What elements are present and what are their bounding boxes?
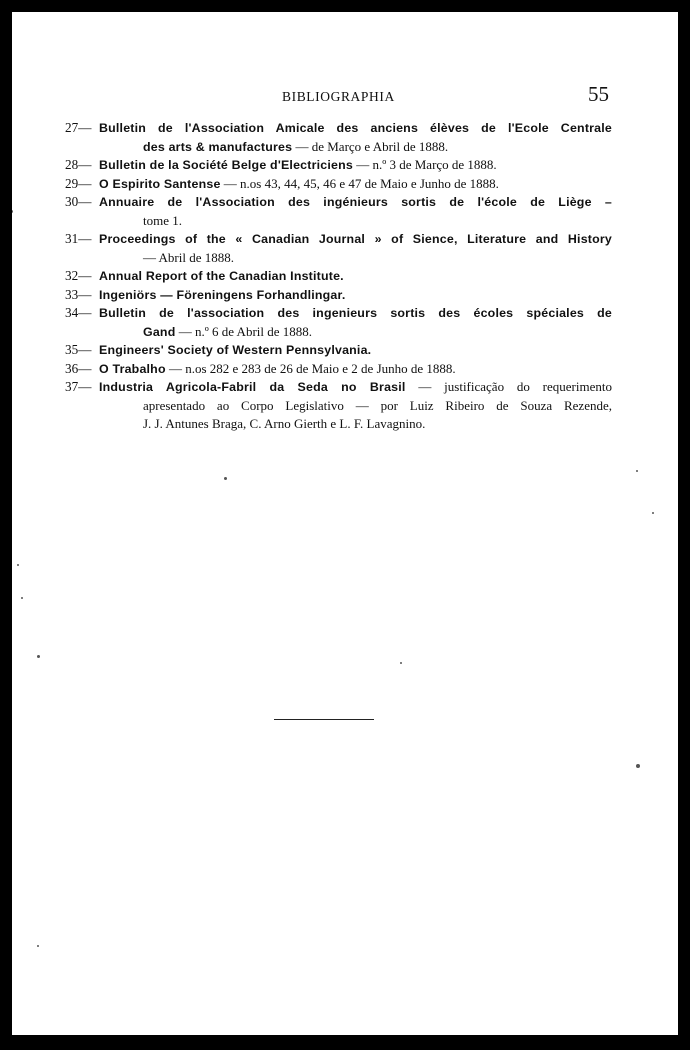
- bibliography-entry: [65, 119, 612, 156]
- entry-number: 36—: [65, 360, 92, 376]
- entry-line: [99, 360, 612, 379]
- entry-line: [99, 304, 612, 323]
- entry-line: [99, 175, 612, 194]
- bibliography-entry: [65, 286, 612, 305]
- entry-title: Bulletin de la Société Belge d'Electriciens: [99, 158, 353, 172]
- entry-line: [99, 341, 612, 360]
- entry-line: [99, 230, 612, 249]
- entry-continuation-line: [99, 415, 612, 434]
- entry-line: [99, 267, 612, 286]
- ink-speck: [224, 477, 227, 480]
- closing-rule: [274, 719, 374, 720]
- entry-title: Annuaire de l'Association des ingénieurs sortis de l'école de Liège –: [99, 195, 612, 209]
- entry-detail: — n.os 43, 44, 45, 46 e 47 de Maio e Junho de 1888.: [220, 175, 499, 191]
- ink-speck: [37, 655, 40, 658]
- entry-title: O Trabalho: [99, 361, 166, 376]
- entry-continuation-line: [99, 397, 612, 416]
- entry-number: 37—: [65, 379, 92, 394]
- entry-title: Engineers' Society of Western Pennsylvania.: [99, 343, 372, 357]
- entry-title: Ingeniörs — Föreningens Forhandlingar.: [99, 287, 346, 302]
- entry-detail: J. J. Antunes Braga, C. Arno Gierth e L. F. Lavagnino.: [143, 416, 426, 431]
- entry-detail: — de Março e Abril de 1888.: [292, 138, 449, 154]
- entry-number: 31—: [65, 231, 92, 246]
- entry-title: Industria Agricola-Fabril da Seda no Brasil: [99, 380, 406, 394]
- entry-number: 35—: [65, 342, 92, 357]
- entry-number: 32—: [65, 268, 92, 283]
- ink-speck: [400, 662, 402, 664]
- entry-detail: — Abril de 1888.: [143, 249, 234, 265]
- entry-number: 28—: [65, 157, 92, 172]
- entry-line: [99, 156, 612, 175]
- entry-continuation-line: [99, 212, 612, 231]
- bibliography-entry: [65, 304, 612, 341]
- page-number: 55: [588, 82, 609, 106]
- entry-title: O Espirito Santense: [99, 176, 221, 191]
- entry-title: Bulletin de l'association des ingenieurs sortis des écoles spéciales de: [99, 306, 612, 320]
- ink-speck: [636, 470, 638, 472]
- entry-line: [99, 119, 612, 138]
- entry-line: [99, 378, 612, 397]
- entry-title: des arts & manufactures: [143, 139, 293, 154]
- bibliography-entry: [65, 378, 612, 434]
- bibliography-list: [65, 119, 612, 434]
- ink-speck: [21, 597, 23, 599]
- running-title: BIBLIOGRAPHIA: [282, 89, 395, 104]
- bibliography-entry: [65, 230, 612, 267]
- entry-detail: — n.º 6 de Abril de 1888.: [175, 323, 313, 339]
- bibliography-entry: [65, 175, 612, 194]
- page-header: [12, 82, 678, 110]
- entry-detail: tome 1.: [143, 212, 182, 228]
- entry-title: Bulletin de l'Association Amicale des anciens élèves de l'Ecole Centrale: [99, 121, 612, 135]
- bibliography-entry: [65, 360, 612, 379]
- entry-continuation-line: [99, 249, 612, 268]
- bibliography-entry: [65, 193, 612, 230]
- entry-continuation-line: [99, 138, 612, 157]
- ink-speck: [652, 512, 654, 514]
- bibliography-entry: [65, 267, 612, 286]
- entry-continuation-line: [99, 323, 612, 342]
- entry-title: Annual Report of the Canadian Institute.: [99, 269, 344, 283]
- ink-speck: [12, 210, 13, 213]
- entry-number: 33—: [65, 286, 92, 302]
- entry-detail: apresentado ao Corpo Legislativo — por Luiz Ribeiro de Souza Rezende,: [143, 397, 612, 413]
- entry-detail: — justificação do requerimento: [405, 379, 612, 394]
- entry-title: Proceedings of the « Canadian Journal » of Sience, Literature and History: [99, 232, 612, 246]
- ink-speck: [17, 564, 19, 566]
- ink-speck: [636, 764, 640, 768]
- bibliography-entry: [65, 156, 612, 175]
- entry-number: 27—: [65, 120, 92, 135]
- entry-number: 29—: [65, 175, 92, 191]
- entry-line: [99, 193, 612, 212]
- bibliography-entry: [65, 341, 612, 360]
- entry-line: [99, 286, 612, 305]
- ink-speck: [37, 945, 39, 947]
- entry-detail: — n.os 282 e 283 de 26 de Maio e 2 de Junho de 1888.: [165, 360, 456, 376]
- entry-title: Gand: [143, 324, 176, 339]
- entry-number: 30—: [65, 194, 92, 209]
- book-page: [12, 12, 678, 1035]
- entry-detail: — n.º 3 de Março de 1888.: [352, 157, 497, 172]
- entry-number: 34—: [65, 305, 92, 320]
